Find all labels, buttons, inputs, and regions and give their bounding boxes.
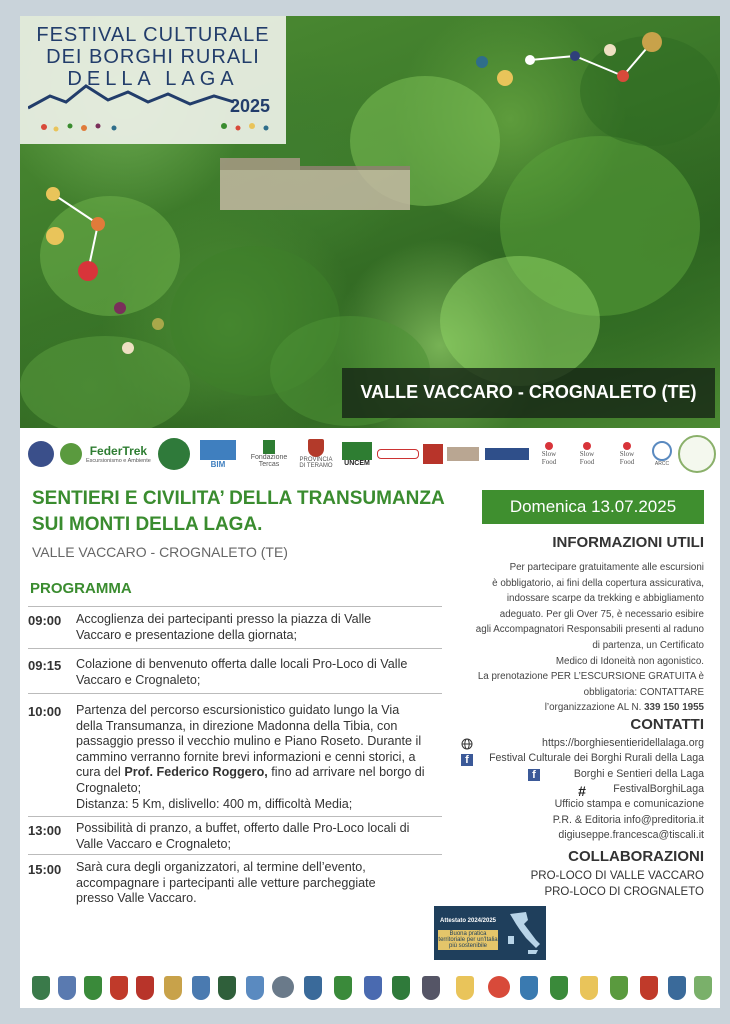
info-line: l’organizzazione AL N. <box>544 702 642 714</box>
program-line: Accoglienza dei partecipanti presso la piazza di Valle <box>76 612 372 626</box>
event-date-badge: Domenica 13.07.2025 <box>482 490 704 524</box>
hero-forest-photo <box>20 16 720 428</box>
slow-food-logo-2 <box>572 436 602 472</box>
hiking-logo <box>156 436 192 472</box>
info-text <box>456 560 704 716</box>
program-item-1300 <box>76 821 442 852</box>
programma-heading: PROGRAMMA <box>30 580 132 597</box>
dots-decoration <box>34 120 274 134</box>
program-line: della Transumanza, in direzione Madonna della Tibia, con <box>76 718 398 733</box>
time-1500: 15:00 <box>28 862 62 877</box>
info-line: agli Accompagnatori Responsabili presenti al raduno <box>475 624 704 636</box>
facebook-icon: f <box>528 769 540 781</box>
attestato-badge <box>434 906 546 960</box>
municipality-crest <box>246 976 264 1000</box>
municipality-crest <box>32 976 50 1000</box>
partner-logo-text <box>446 436 480 472</box>
program-line: Crognaleto; <box>76 780 142 795</box>
info-line: è obbligatorio, ai fini della copertura assicurativa, <box>492 577 704 589</box>
booking-phone: 339 150 1955 <box>644 702 704 714</box>
time-1000: 10:00 <box>28 704 62 719</box>
association-crest-logo <box>26 436 56 472</box>
program-line: passaggio presso il vecchio mulino e Piano Roseto. Durante il <box>76 734 422 749</box>
municipality-crest <box>84 976 102 1000</box>
info-line: obbligatoria: CONTATTARE <box>583 686 704 698</box>
press-agency[interactable]: P.R. & Editoria info@preditoria.it <box>552 814 704 826</box>
municipality-crest <box>392 976 410 1000</box>
municipality-crest <box>136 976 154 1000</box>
municipality-crest <box>520 976 538 1000</box>
program-line: Colazione di benvenuto offerta dalle locali Pro-Loco di Valle <box>76 657 408 671</box>
facebook-page2-link[interactable]: Borghi e Sentieri della Laga <box>573 768 704 780</box>
festival-year: 2025 <box>230 96 271 116</box>
collaborazioni-heading: COLLABORAZIONI <box>568 848 704 865</box>
partner-logo-cubes <box>422 436 444 472</box>
municipality-crest <box>456 976 474 1000</box>
globe-icon <box>461 738 473 750</box>
attestato-title: Attestato 2024/2025 <box>439 918 497 924</box>
info-line: di partenza, un Certificato <box>592 639 704 651</box>
event-location: VALLE VACCARO - CROGNALETO (TE) <box>32 544 288 560</box>
program-item-1500 <box>76 860 442 907</box>
program-line: Partenza del percorso escursionistico guidato lungo la Via <box>76 703 400 717</box>
location-banner-text: VALLE VACCARO - CROGNALETO (TE) <box>360 382 697 402</box>
program-distance: Distanza: 5 Km, dislivello: 400 m, difficoltà Media; <box>76 796 353 811</box>
program-line: Valle Vaccaro e Crognaleto; <box>76 836 231 851</box>
time-1300: 13:00 <box>28 823 62 838</box>
confcommercio-logo <box>484 436 530 472</box>
time-0900: 09:00 <box>28 613 62 628</box>
attestato-subtitle: Buona pratica territoriale per un'Italia più sostenibile <box>438 931 498 949</box>
guide-name: Prof. Federico Roggero, <box>124 765 268 780</box>
festival-title-line2: DEI BORGHI RURALI <box>46 46 260 68</box>
divider <box>28 816 442 817</box>
website-link[interactable]: https://borghiesentieridellalaga.org <box>542 737 704 749</box>
municipality-crest <box>218 976 236 1000</box>
divider <box>28 606 442 607</box>
municipality-crest <box>110 976 128 1000</box>
federtrek-subtitle: Escursionismo e Ambiente <box>86 458 151 464</box>
collaborazione-item: PRO-LOCO DI VALLE VACCARO <box>530 870 704 882</box>
municipality-crest <box>58 976 76 1000</box>
partner-logos-strip <box>20 432 720 480</box>
provincia-label: PROVINCIA DI TERAMO <box>299 457 333 469</box>
info-line: Per partecipare gratuitamente alle escursioni <box>509 562 704 573</box>
arcc-logo <box>650 436 674 472</box>
italy-map-icon <box>502 910 542 956</box>
program-line: Vaccaro e presentazione della giornata; <box>76 627 297 642</box>
info-line: indossare scarpe da trekking e abbigliamento <box>506 593 704 605</box>
round-badge-logo <box>678 436 716 472</box>
program-item-0900 <box>76 612 442 643</box>
bim-label: BIM <box>210 459 226 469</box>
time-0915: 09:15 <box>28 658 62 673</box>
divider <box>28 854 442 855</box>
program-line: Vaccaro e Crognaleto; <box>76 672 201 687</box>
info-line: adeguato. Per gli Over 75, è necessario esibire <box>499 608 704 620</box>
event-title-line2: SUI MONTI DELLA LAGA. <box>32 514 263 535</box>
municipality-crest <box>272 976 294 998</box>
uncem-label: UNCEM <box>344 459 370 467</box>
municipality-crest <box>668 976 686 1000</box>
festival-title-line1: FESTIVAL CULTURALE <box>36 24 270 46</box>
fondazione-tercas-logo <box>244 436 294 472</box>
uncem-logo <box>338 436 376 472</box>
program-line: presso Valle Vaccaro. <box>76 891 197 906</box>
program-item-1000 <box>76 703 442 812</box>
bim-logo <box>198 436 238 472</box>
slow-food-label-2: Slow Food <box>579 450 595 466</box>
municipality-crest <box>364 976 382 1000</box>
contatti-heading: CONTATTI <box>630 716 704 733</box>
municipality-crest <box>304 976 322 1000</box>
federtrek-logo <box>60 436 156 472</box>
program-line: Sarà cura degli organizzatori, al termine dell’evento, <box>76 860 366 874</box>
hashtag-text: FestivalBorghiLaga <box>613 783 704 795</box>
email-link[interactable]: digiuseppe.francesca@tiscali.it <box>558 829 704 841</box>
federtrek-name: FederTrek <box>89 444 148 458</box>
partner-logo-red <box>376 436 420 472</box>
program-item-0915 <box>76 657 442 688</box>
divider <box>28 648 442 649</box>
slow-food-label-3: Slow Food <box>619 450 635 466</box>
municipality-crest <box>192 976 210 1000</box>
municipality-crests-strip <box>20 968 720 1008</box>
municipality-crest <box>488 976 510 998</box>
slow-food-label-1: Slow Food <box>541 450 557 466</box>
info-line: La prenotazione PER L’ESCURSIONE GRATUITA è <box>477 671 704 683</box>
municipality-crest <box>694 976 712 1000</box>
municipality-crest <box>580 976 598 1000</box>
info-line: Medico di Idoneità non agonistico. <box>555 655 704 667</box>
municipality-crest <box>164 976 182 1000</box>
program-line: Possibilità di pranzo, a buffet, offerto dalle Pro-Loco locali di <box>76 821 410 835</box>
poster <box>20 16 720 1008</box>
slow-food-logo-1 <box>534 436 564 472</box>
location-banner <box>342 368 715 418</box>
municipality-crest <box>422 976 440 1000</box>
arcc-label: ARCC <box>654 461 670 467</box>
divider <box>28 693 442 694</box>
festival-logo <box>20 16 286 144</box>
slow-food-logo-3 <box>612 436 642 472</box>
program-line: cammino verranno fornite brevi informazioni e cenni storici, a <box>76 749 416 764</box>
facebook-page-link[interactable]: Festival Culturale dei Borghi Rurali della Laga <box>489 752 704 764</box>
program-line: accompagnare i partecipanti alle vetture parcheggiate <box>76 875 376 890</box>
collaborazione-item: PRO-LOCO DI CROGNALETO <box>544 886 704 898</box>
municipality-crest <box>550 976 568 1000</box>
press-office: Ufficio stampa e comunicazione <box>554 798 704 810</box>
facebook-icon: f <box>461 754 473 766</box>
program-line: cura del <box>76 765 121 780</box>
info-heading: INFORMAZIONI UTILI <box>552 534 704 551</box>
event-title-line1: SENTIERI E CIVILITA’ DELLA TRANSUMANZA <box>32 488 445 509</box>
municipality-crest <box>640 976 658 1000</box>
festival-title-line3: DELLA LAGA <box>67 68 239 90</box>
municipality-crest <box>610 976 628 1000</box>
mountains-icon <box>28 82 238 112</box>
program-line: fino ad arrivare nel borgo di <box>271 765 425 780</box>
municipality-crest <box>334 976 352 1000</box>
fondazione-label: Fondazione Tercas <box>250 454 288 468</box>
hashtag-icon: # <box>578 783 586 799</box>
provincia-teramo-logo <box>296 436 336 472</box>
